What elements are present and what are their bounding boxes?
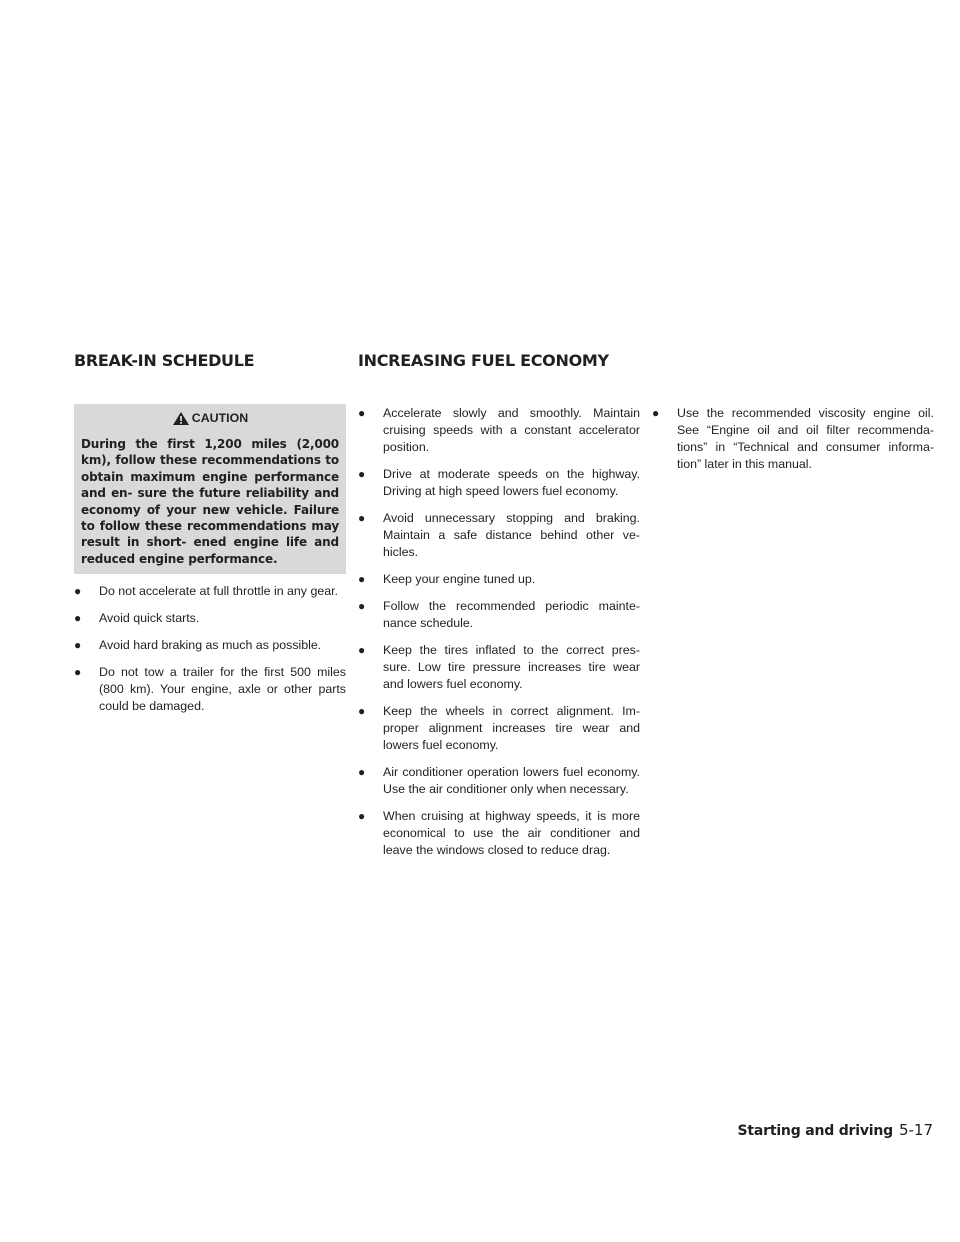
bullet-icon: ●: [358, 406, 366, 420]
fuel-economy-list-1: [358, 405, 640, 859]
list-item: ● Avoid quick starts.: [74, 611, 200, 626]
bullet-icon: ●: [358, 599, 366, 613]
list-item: ● Avoid unnecessary stopping and braking. Maintain a safe distance behind other ve- hicles.: [358, 511, 640, 559]
bullet-icon: ●: [358, 643, 366, 657]
bullet-icon: ●: [652, 406, 660, 420]
bullet-icon: ●: [358, 704, 366, 718]
list-item: ● Drive at moderate speeds on the highway. Driving at high speed lowers fuel economy.: [358, 467, 640, 498]
fuel-economy-list-2: [652, 405, 934, 473]
bullet-icon: ●: [358, 467, 366, 481]
bullet-icon: ●: [358, 765, 366, 779]
bullet-icon: ●: [74, 611, 82, 626]
list-item: ● When cruising at highway speeds, it is more economical to use the air conditioner and leave the windows closed to reduce drag.: [358, 809, 640, 857]
break-in-list: [74, 583, 346, 715]
caution-label: CAUTION: [191, 411, 249, 425]
list-item: ● Air conditioner operation lowers fuel economy. Use the air conditioner only when necessary.: [358, 765, 640, 796]
page-footer: [738, 1121, 933, 1139]
bullet-icon: ●: [358, 511, 366, 525]
increasing-fuel-economy-heading: INCREASING FUEL ECONOMY: [358, 351, 609, 370]
bullet-icon: ●: [74, 665, 82, 680]
list-item: ● Do not tow a trailer for the first 500 miles (800 km). Your engine, axle or other parts could be damaged.: [74, 665, 346, 714]
bullet-icon: ●: [358, 572, 366, 586]
list-item: ● Follow the recommended periodic mainte- nance schedule.: [358, 599, 640, 630]
page-number: 5-17: [898, 1121, 933, 1139]
fuel-economy-column-1: [358, 405, 640, 869]
list-item: ● Do not accelerate at full throttle in any gear.: [74, 584, 339, 599]
warning-triangle-icon: [172, 411, 190, 426]
footer-section-title: Starting and driving: [737, 1123, 893, 1139]
bullet-icon: ●: [358, 809, 366, 823]
list-item: ● Avoid hard braking as much as possible.: [74, 638, 322, 653]
list-item: ● Use the recommended viscosity engine oil. See “Engine oil and oil filter recommenda- tions” in “Technical and consumer informa- tion” later in this manual.: [652, 406, 934, 471]
bullet-icon: ●: [74, 584, 82, 599]
list-item: ● Keep the wheels in correct alignment. Im- proper alignment increases tire wear and lowers fuel economy.: [358, 704, 640, 752]
list-item: ● Accelerate slowly and smoothly. Maintain cruising speeds with a constant accelerator position.: [358, 406, 640, 454]
bullet-icon: ●: [74, 638, 82, 653]
caution-header: [81, 410, 339, 427]
list-item: ● Keep your engine tuned up.: [358, 572, 536, 586]
break-in-schedule-heading: BREAK-IN SCHEDULE: [74, 351, 255, 370]
break-in-column: [74, 404, 346, 725]
fuel-economy-column-2: [652, 405, 934, 483]
caution-box: [74, 404, 346, 574]
list-item: ● Keep the tires inflated to the correct pres- sure. Low tire pressure increases tire wear and lowers fuel economy.: [358, 643, 640, 691]
caution-text: During the first 1,200 miles (2,000 km), follow these recommendations to obtain maximum engine performance and en- sure the future reliability and economy of your new vehicle. Failure to follow these recommendations may result in short- ened engine life and reduced engine performance.: [81, 437, 339, 566]
